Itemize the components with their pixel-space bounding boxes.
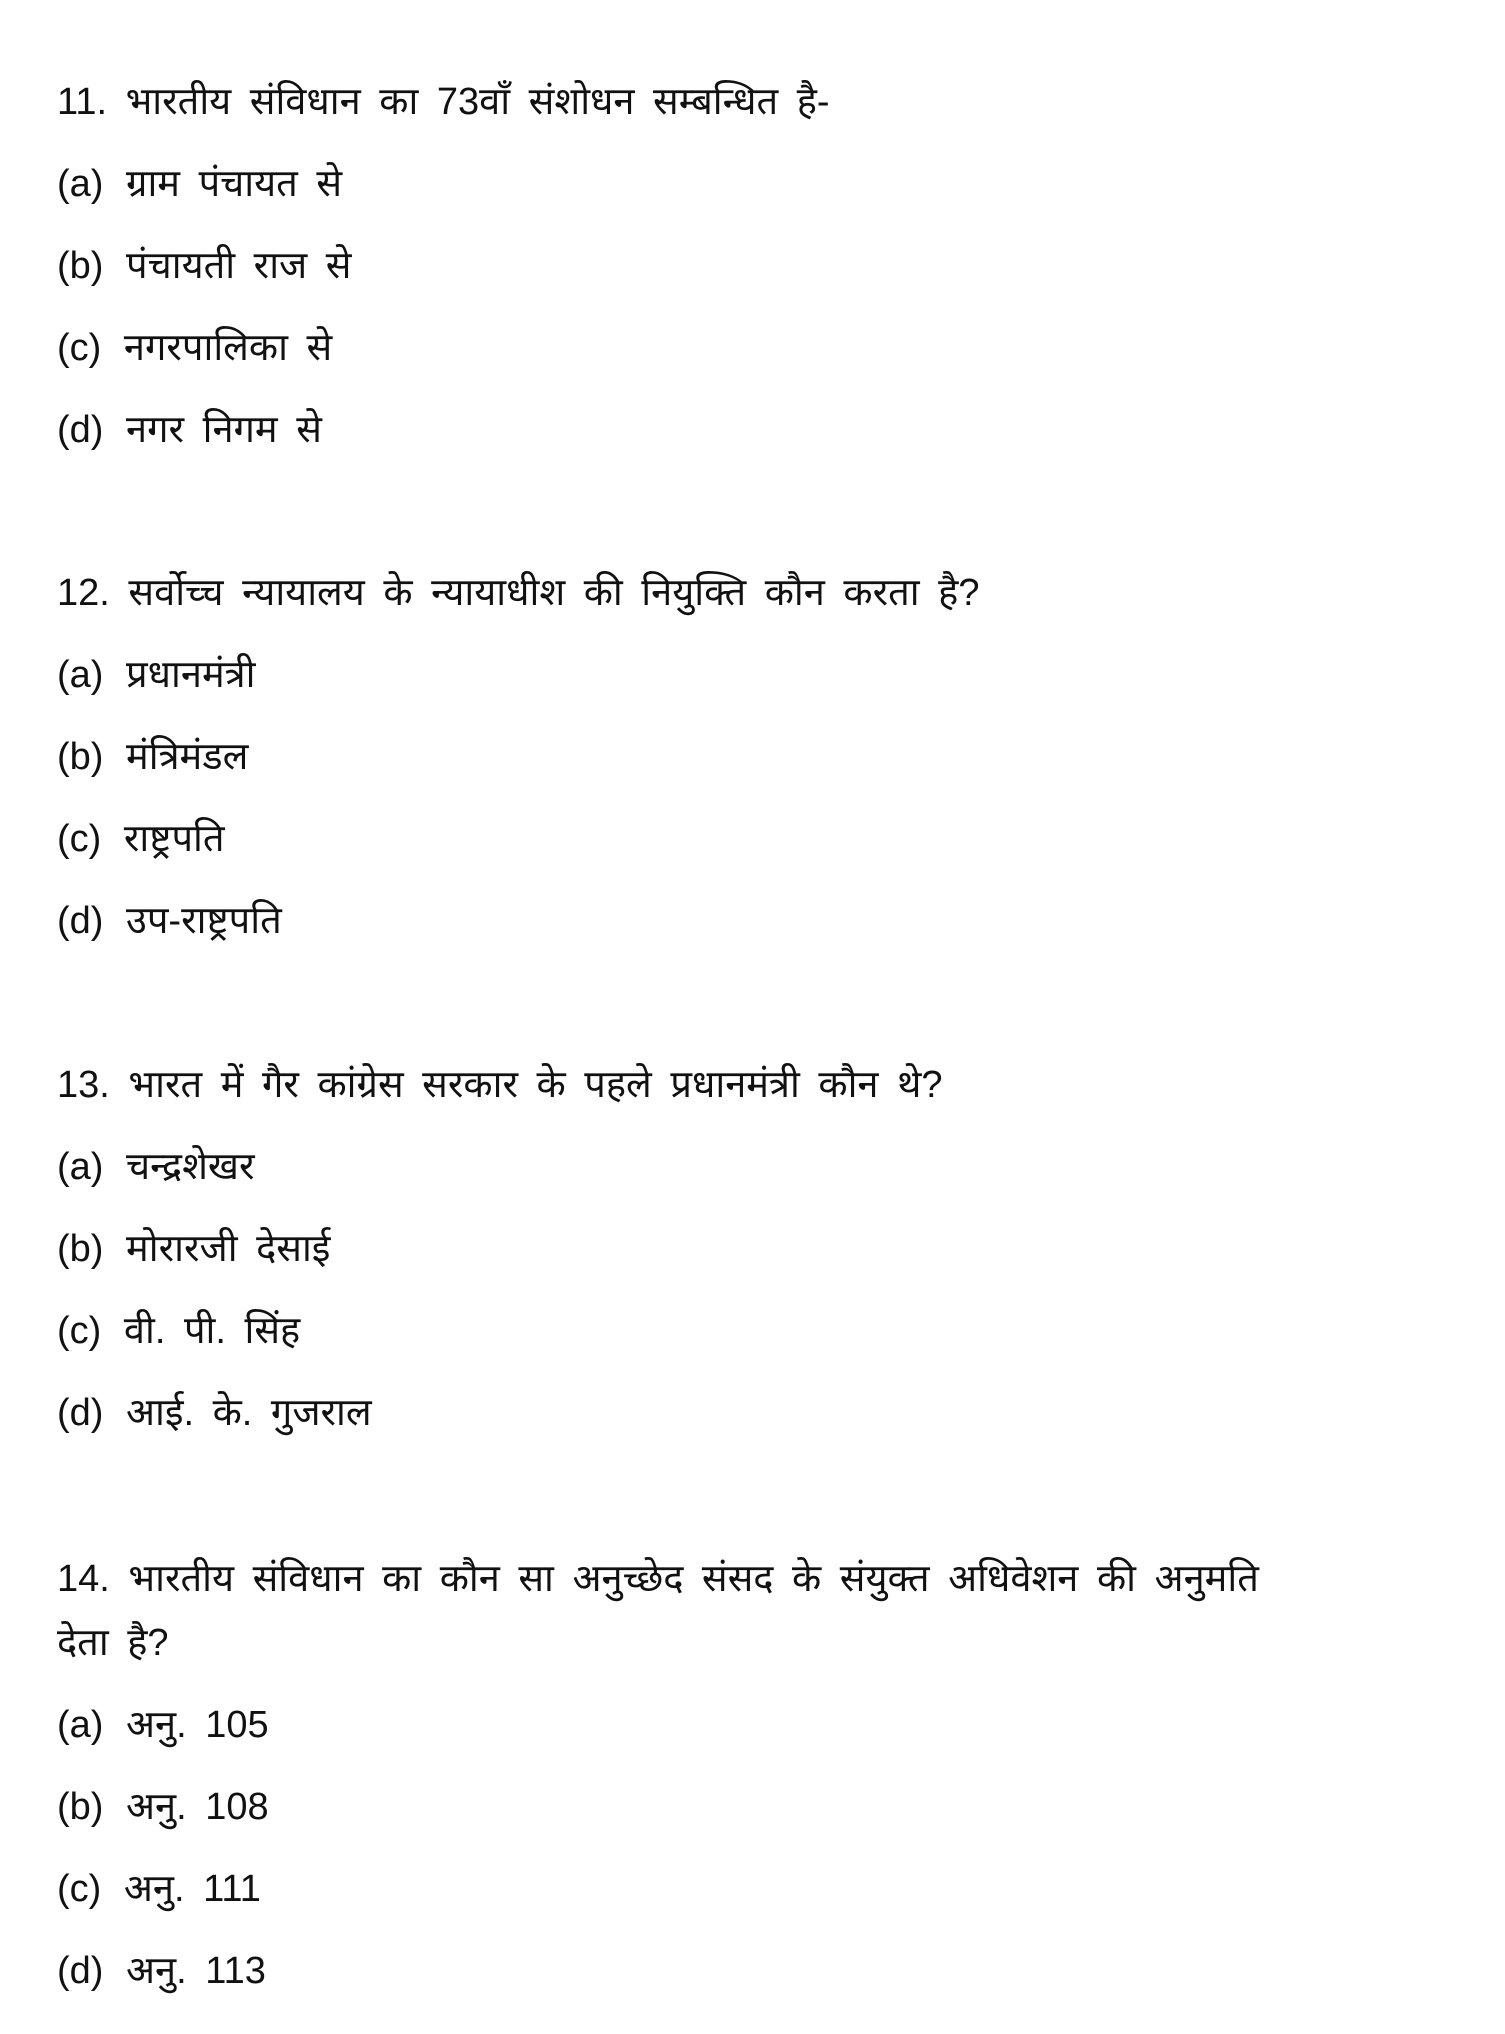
- option-text: अनु. 105: [126, 1704, 269, 1746]
- option-text: नगरपालिका से: [123, 327, 333, 369]
- question-number: 12.: [57, 572, 110, 614]
- option-label: (c): [57, 1310, 102, 1352]
- question-text: भारतीय संविधान का कौन सा अनुच्छेद संसद के संयुक्त अधिवेशन की अनुमति: [128, 1558, 1259, 1600]
- option-label: (b): [57, 245, 104, 287]
- question-14-continuation: [57, 1621, 169, 1665]
- option-text: अनु. 111: [123, 1868, 261, 1910]
- question-number: 11.: [57, 81, 108, 123]
- option-label: (d): [57, 1950, 104, 1992]
- option-label: (d): [57, 1392, 104, 1434]
- question-number: 13.: [57, 1064, 110, 1106]
- option-label: (a): [57, 654, 104, 696]
- option-11-c: [57, 326, 332, 370]
- question-number: 14.: [57, 1558, 110, 1600]
- option-14-d: [57, 1949, 266, 1993]
- option-text: प्रधानमंत्री: [126, 654, 256, 696]
- option-label: (a): [57, 1146, 104, 1188]
- question-14: [57, 1557, 1259, 1601]
- option-11-a: [57, 162, 342, 206]
- option-14-a: [57, 1703, 269, 1747]
- option-label: (a): [57, 1704, 104, 1746]
- option-12-c: [57, 817, 225, 861]
- option-14-c: [57, 1867, 261, 1911]
- option-12-b: [57, 735, 248, 779]
- option-text: अनु. 108: [126, 1786, 269, 1828]
- option-11-d: [57, 408, 322, 452]
- option-11-b: [57, 244, 352, 288]
- option-label: (d): [57, 900, 104, 942]
- option-label: (b): [57, 736, 104, 778]
- option-text: अनु. 113: [126, 1950, 266, 1992]
- option-text: मंत्रिमंडल: [126, 736, 249, 778]
- question-text: भारत में गैर कांग्रेस सरकार के पहले प्रधानमंत्री कौन थे?: [128, 1064, 943, 1106]
- option-12-a: [57, 653, 255, 697]
- option-text: चन्द्रशेखर: [126, 1146, 255, 1188]
- option-label: (b): [57, 1786, 104, 1828]
- option-label: (b): [57, 1228, 104, 1270]
- question-text: सर्वोच्च न्यायालय के न्यायाधीश की नियुक्ति कौन करता है?: [128, 572, 980, 614]
- option-label: (c): [57, 818, 102, 860]
- question-text: भारतीय संविधान का 73वाँ संशोधन सम्बन्धित है-: [125, 81, 830, 123]
- option-13-c: [57, 1309, 300, 1353]
- option-text: वी. पी. सिंह: [123, 1310, 301, 1352]
- option-text: आई. के. गुजराल: [126, 1392, 372, 1434]
- question-13: [57, 1063, 942, 1107]
- option-13-b: [57, 1227, 330, 1271]
- option-label: (a): [57, 163, 104, 205]
- option-12-d: [57, 899, 282, 943]
- question-11: [57, 80, 830, 124]
- option-text: मोरारजी देसाई: [126, 1228, 331, 1270]
- option-text: नगर निगम से: [126, 409, 322, 451]
- option-text: ग्राम पंचायत से: [126, 163, 343, 205]
- option-14-b: [57, 1785, 269, 1829]
- option-text: उप-राष्ट्रपति: [126, 900, 282, 942]
- question-text: देता है?: [57, 1622, 169, 1664]
- option-label: (c): [57, 327, 102, 369]
- option-text: राष्ट्रपति: [123, 818, 225, 860]
- option-13-a: [57, 1145, 255, 1189]
- option-text: पंचायती राज से: [126, 245, 352, 287]
- option-label: (c): [57, 1868, 102, 1910]
- option-13-d: [57, 1391, 372, 1435]
- question-12: [57, 571, 979, 615]
- option-label: (d): [57, 409, 104, 451]
